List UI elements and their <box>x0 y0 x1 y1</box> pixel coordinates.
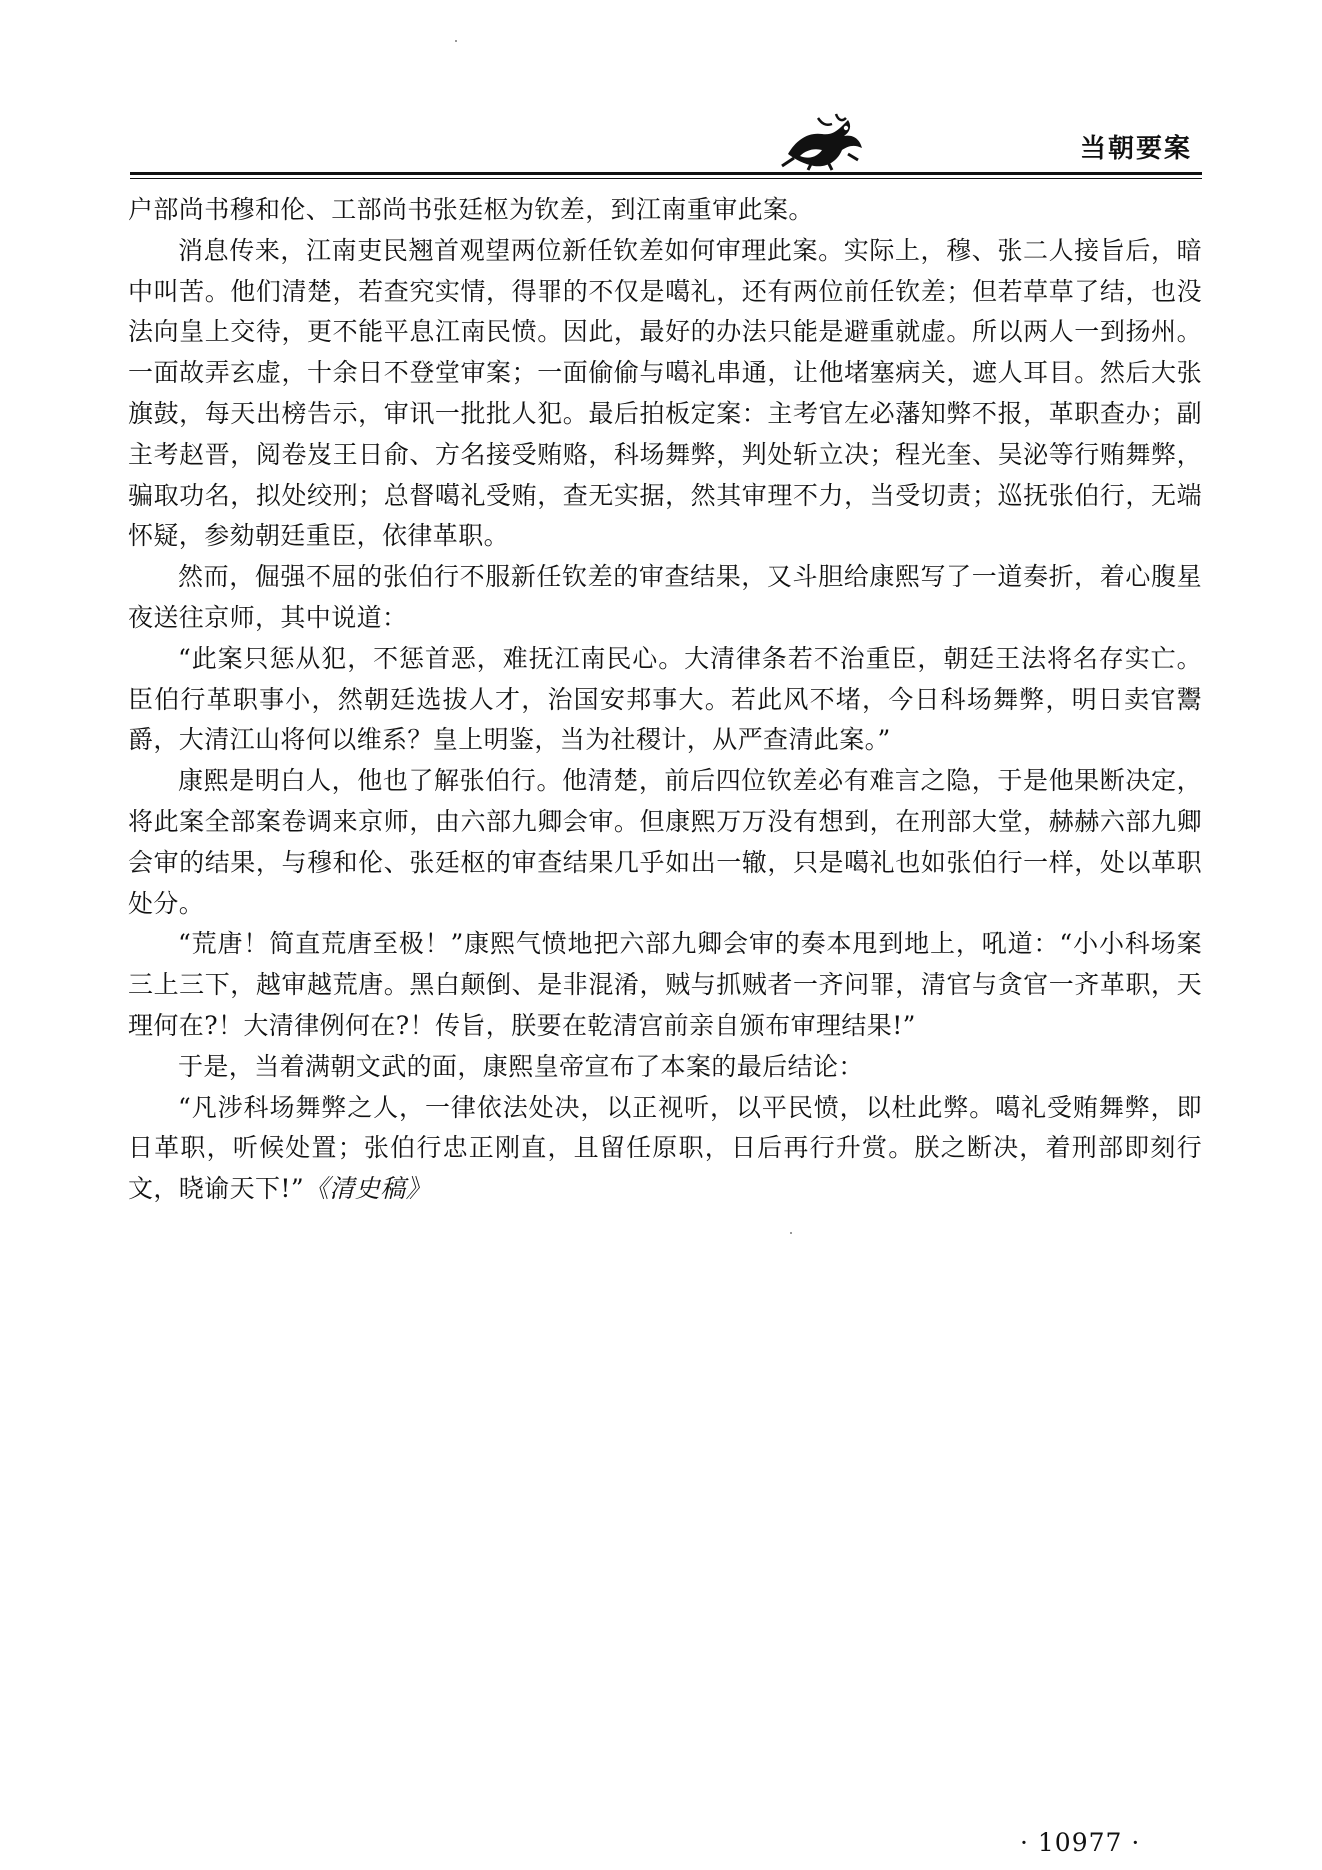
quote-paragraph: “此案只惩从犯，不惩首恶，难抚江南民心。大清律条若不治重臣，朝廷王法将名存实亡。臣伯行革职事小，然朝廷选拔人才，治国安邦事大。若此风不堵，今日科场舞弊，明日卖官鬻爵，大清江山将何以维系？皇上明鉴，当为社稷计，从严查清此案。” <box>128 643 1202 755</box>
paragraph: 消息传来，江南吏民翘首观望两位新任钦差如何审理此案。实际上，穆、张二人接旨后，暗中叫苦。他们清楚，若查究实情，得罪的不仅是噶礼，还有两位前任钦差；但若草草了结，也没法向皇上交待，更不能平息江南民愤。因此，最好的办法只能是避重就虚。所以两人一到扬州。一面故弄玄虚，十余日不登堂审案；一面偷偷与噶礼串通，让他堵塞病关，遮人耳目。然后大张旗鼓，每天出榜告示，审讯一批批人犯。最后拍板定案：主考官左必藩知弊不报，革职查办；副主考赵晋，阅卷岌王日俞、方名接受贿赂，科场舞弊，判处斩立决；程光奎、吴泌等行贿舞弊，骗取功名，拟处绞刑；总督噶礼受贿，查无实据，然其审理不力，当受切责；巡抚张伯行，无端怀疑，参劾朝廷重臣，依律革职。 <box>128 235 1202 551</box>
paragraph: “荒唐！简直荒唐至极！”康熙气愤地把六部九卿会审的奏本甩到地上，吼道：“小小科场案三上三下，越审越荒唐。黑白颠倒、是非混淆，贼与抓贼者一齐问罪，清官与贪官一齐革职，天理何在?！大清律例何在?！传旨，朕要在乾清宫前亲自颁布审理结果!” <box>128 929 1202 1040</box>
header-rule-thick <box>130 172 1202 175</box>
paragraph: 然而，倔强不屈的张伯行不服新任钦差的审查结果，又斗胆给康熙写了一道奏折，着心腹星夜送往京师，其中说道： <box>128 562 1202 632</box>
quote-text: “凡涉科场舞弊之人，一律依法处决，以正视听，以平民愤，以杜此弊。噶礼受贿舞弊，即日革职，听候处置；张伯行忠正刚直，且留任原职，日后再行升赏。朕之断决，着刑部即刻行文，晓谕天下!” <box>128 1092 1202 1204</box>
article-body <box>128 190 1202 1210</box>
source-citation: 《清史稿》 <box>304 1174 432 1204</box>
section-title: 当朝要案 <box>1079 134 1192 164</box>
paragraph: 康熙是明白人，他也了解张伯行。他清楚，前后四位钦差必有难言之隐，于是他果断决定，将此案全部案卷调来京师，由六部九卿会审。但康熙万万没有想到，在刑部大堂，赫赫六部九卿会审的结果，与穆和伦、张廷枢的审查结果几乎如出一辙，只是噶礼也如张伯行一样，处以革职处分。 <box>128 766 1202 918</box>
page-number: · 10977 · <box>1020 1828 1141 1857</box>
page-header <box>130 100 1202 180</box>
paragraph: 户部尚书穆和伦、工部尚书张廷枢为钦差，到江南重审此案。 <box>128 195 814 224</box>
scan-speck <box>790 1232 792 1234</box>
dragon-emblem-icon <box>778 110 868 174</box>
paragraph: 于是，当着满朝文武的面，康熙皇帝宣布了本案的最后结论： <box>178 1051 864 1081</box>
quote-paragraph <box>128 1088 1202 1210</box>
scan-speck <box>455 40 457 42</box>
header-rule-thin <box>130 178 1202 179</box>
